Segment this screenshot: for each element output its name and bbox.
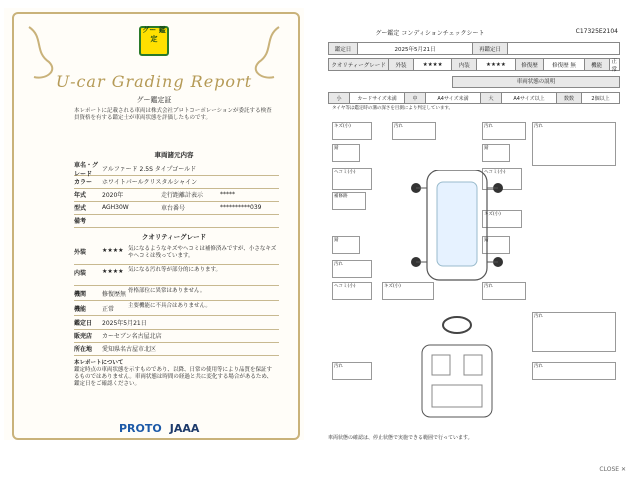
- certificate-intro: 本レポートに記載される車両は株式会社プロトコーポレーションが委託する検査員資格を有する鑑定士が車両状態を評価したものです。: [74, 108, 272, 121]
- tire-notice: タイヤ等は鑑定時の溝の深さを目測により判定しています。: [332, 106, 454, 111]
- spec-row: 年式 2020年 走行距離計表示 *****: [74, 188, 279, 202]
- damage-box: キズ(小): [382, 282, 434, 300]
- car-diagram: [402, 170, 512, 420]
- steering-wheel-icon: [443, 317, 471, 333]
- damage-box: 錆: [332, 144, 360, 162]
- damage-box: 錆: [482, 144, 510, 162]
- goo-logo-text: グー 鑑定: [142, 26, 166, 43]
- interior-notes-box: 汚れ: [532, 312, 616, 352]
- condition-check-sheet: [322, 22, 618, 442]
- damage-box: 錆: [332, 236, 360, 254]
- quality-section-title: クオリティーグレード: [141, 233, 207, 241]
- inspection-note: 車両状態の確認は、停止状態で実施できる範囲で行っています。: [328, 435, 473, 441]
- proto-logo: PROTO: [119, 422, 162, 435]
- damage-box: 汚れ: [392, 122, 436, 140]
- damage-box: ヘコミ(小): [332, 168, 372, 190]
- sheet-header: [322, 28, 618, 37]
- damage-box: ヘコミ(小): [332, 282, 372, 300]
- quality-row: 内装 ★★★★ 気になる汚れ等が部分的にあります。: [74, 265, 279, 286]
- damage-box: 補修跡: [332, 192, 366, 210]
- quality-row: 機能 正常 主要機能に不具合はありません。: [74, 301, 279, 316]
- damage-box: 汚れ: [482, 122, 526, 140]
- jaaa-logo: JAAA: [169, 422, 200, 435]
- spec-row: カラー ホワイトパールクリスタルシャイン: [74, 175, 279, 189]
- issue-row: 鑑定日 2025年5月21日: [74, 316, 279, 330]
- interior-notes-box: 汚れ: [532, 122, 616, 166]
- explain-header: 車両状態の説明: [452, 76, 620, 88]
- grading-certificate: [4, 8, 304, 440]
- damage-size-legend: 小 カードサイズ未満 中 A4サイズ未満 大 A4サイズ以上 数数 2個以上: [328, 92, 620, 104]
- damage-box: ヘコミ(小): [482, 168, 522, 190]
- damage-box: キズ(小): [482, 210, 522, 228]
- damage-box: 錆: [482, 236, 510, 254]
- issue-row: 販売店 カーセブン名古屋北店: [74, 329, 279, 343]
- issue-row: 所在地 愛知県名古屋市北区: [74, 342, 279, 356]
- sheet-id: C17325E2104: [575, 28, 618, 35]
- damage-box: 汚れ: [482, 282, 526, 300]
- close-button[interactable]: CLOSE ✕: [599, 466, 626, 473]
- spec-row: 備考: [74, 214, 279, 228]
- certificate-subtitle: グー鑑定証: [136, 96, 172, 104]
- certificate-title: U-car Grading Report: [55, 72, 253, 91]
- spec-row: 型式 AGH30W 車台番号 **********039: [74, 201, 279, 215]
- quality-row: 外装 ★★★★ 気になるようなキズやヘコミは補修済みですが、小さなキズやヘコミは残っています。: [74, 244, 279, 265]
- report-notes: 本レポートについて 鑑定時点の車両状態を示すものであり、以降、日常の使用等により品質を保証するものではありません。車両状態は時間の経過と共に変化する場合があるため、鑑定日をご確認ください。: [74, 360, 273, 387]
- damage-box: キズ(小): [332, 122, 372, 140]
- damage-box: 汚れ: [332, 260, 372, 278]
- quality-grade-row: クオリティーグレード 外装 ★★★★ 内装 ★★★★ 修復歴 修復歴 無 機能 正常: [328, 58, 620, 71]
- date-row: 鑑定日 2025年5月21日 再鑑定日: [328, 42, 620, 55]
- spec-section-title: 車両諸元内容: [154, 151, 194, 159]
- quality-row: 機関 修復歴無 骨格部位に異常はありません。: [74, 286, 279, 301]
- spec-row: 車名・グレード アルファード 2.5S タイプゴールド: [74, 162, 279, 176]
- footer-logos: [119, 422, 199, 435]
- sheet-title: グー鑑定 コンディションチェックシート: [375, 30, 485, 37]
- damage-box: 汚れ: [332, 362, 372, 380]
- damage-box: 汚れ: [532, 362, 616, 380]
